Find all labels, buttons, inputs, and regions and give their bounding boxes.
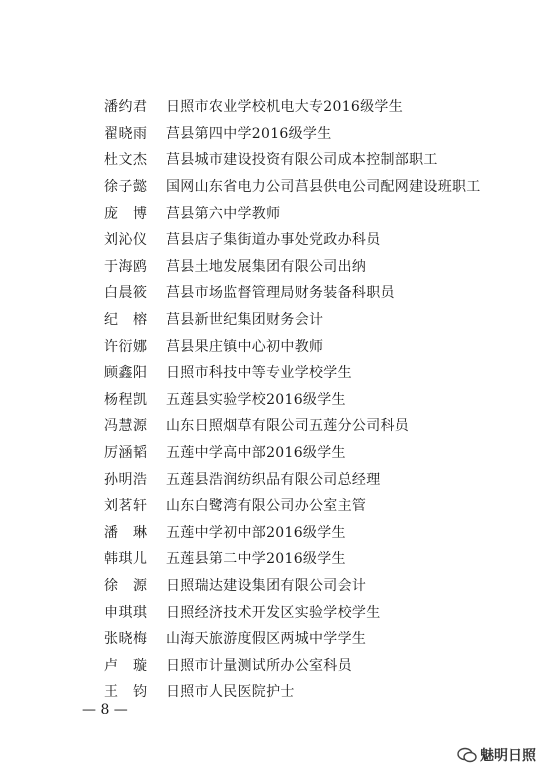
list-item xyxy=(104,226,481,253)
list-item xyxy=(104,519,481,546)
person-description: 五莲县浩润纺织品有限公司总经理 xyxy=(166,471,381,488)
person-name: 白晨筱 xyxy=(104,285,148,302)
person-name: 厉涵韬 xyxy=(104,445,148,462)
person-description: 莒县第六中学教师 xyxy=(166,205,281,222)
list-item xyxy=(104,492,481,519)
person-name: 庞 博 xyxy=(104,205,148,222)
list-item xyxy=(104,279,481,306)
person-name: 王 钧 xyxy=(104,684,148,701)
list-item xyxy=(104,306,481,333)
person-description: 日照经济技术开发区实验学校学生 xyxy=(166,604,381,621)
person-description: 山海天旅游度假区两城中学学生 xyxy=(166,631,367,648)
list-item xyxy=(104,678,481,705)
person-description: 国网山东省电力公司莒县供电公司配网建设班职工 xyxy=(166,179,481,196)
wechat-icon xyxy=(457,747,477,763)
person-name: 杜文杰 xyxy=(104,152,148,169)
person-name: 韩琪儿 xyxy=(104,551,148,568)
list-item xyxy=(104,199,481,226)
list-item xyxy=(104,439,481,466)
name-list xyxy=(104,93,481,705)
person-name: 刘茗轩 xyxy=(104,498,148,515)
person-description: 日照瑞达建设集团有限公司会计 xyxy=(166,577,367,594)
person-description: 山东白鹭湾有限公司办公室主管 xyxy=(166,498,367,515)
person-description: 日照市农业学校机电大专2016级学生 xyxy=(166,99,404,116)
list-item xyxy=(104,146,481,173)
watermark xyxy=(457,745,536,765)
person-name: 翟晓雨 xyxy=(104,125,148,142)
list-item xyxy=(104,359,481,386)
person-name: 冯慧源 xyxy=(104,418,148,435)
person-description: 五莲中学初中部2016级学生 xyxy=(166,524,346,541)
person-description: 莒县市场监督管理局财务装备科职员 xyxy=(166,285,395,302)
person-name: 卢 璇 xyxy=(104,657,148,674)
person-name: 于海鸥 xyxy=(104,258,148,275)
list-item xyxy=(104,651,481,678)
list-item xyxy=(104,625,481,652)
list-item xyxy=(104,93,481,120)
list-item xyxy=(104,253,481,280)
watermark-text: 魅明日照 xyxy=(480,748,536,764)
person-name: 张晓梅 xyxy=(104,631,148,648)
list-item xyxy=(104,598,481,625)
person-description: 五莲中学高中部2016级学生 xyxy=(166,445,346,462)
person-description: 五莲县实验学校2016级学生 xyxy=(166,391,346,408)
person-name: 刘沁仪 xyxy=(104,232,148,249)
person-name: 徐 源 xyxy=(104,577,148,594)
page-number: — 8 — xyxy=(82,702,128,718)
person-name: 顾鑫阳 xyxy=(104,365,148,382)
person-description: 日照市科技中等专业学校学生 xyxy=(166,365,352,382)
list-item xyxy=(104,572,481,599)
list-item xyxy=(104,412,481,439)
person-name: 潘 琳 xyxy=(104,524,148,541)
person-description: 莒县第四中学2016级学生 xyxy=(166,125,332,142)
person-name: 申琪琪 xyxy=(104,604,148,621)
list-item xyxy=(104,332,481,359)
person-description: 日照市人民医院护士 xyxy=(166,684,295,701)
person-description: 莒县店子集街道办事处党政办科员 xyxy=(166,232,381,249)
person-name: 许衍娜 xyxy=(104,338,148,355)
person-description: 山东日照烟草有限公司五莲分公司科员 xyxy=(166,418,410,435)
list-item xyxy=(104,545,481,572)
person-name: 孙明浩 xyxy=(104,471,148,488)
person-name: 纪 榕 xyxy=(104,312,148,329)
person-description: 莒县果庄镇中心初中教师 xyxy=(166,338,324,355)
person-description: 日照市计量测试所办公室科员 xyxy=(166,657,352,674)
person-description: 莒县新世纪集团财务会计 xyxy=(166,312,324,329)
list-item xyxy=(104,120,481,147)
person-description: 五莲县第二中学2016级学生 xyxy=(166,551,346,568)
person-name: 潘约君 xyxy=(104,99,148,116)
list-item xyxy=(104,173,481,200)
list-item xyxy=(104,386,481,413)
person-description: 莒县城市建设投资有限公司成本控制部职工 xyxy=(166,152,438,169)
person-name: 徐子懿 xyxy=(104,179,148,196)
person-description: 莒县土地发展集团有限公司出纳 xyxy=(166,258,367,275)
list-item xyxy=(104,465,481,492)
person-name: 杨程凯 xyxy=(104,391,148,408)
